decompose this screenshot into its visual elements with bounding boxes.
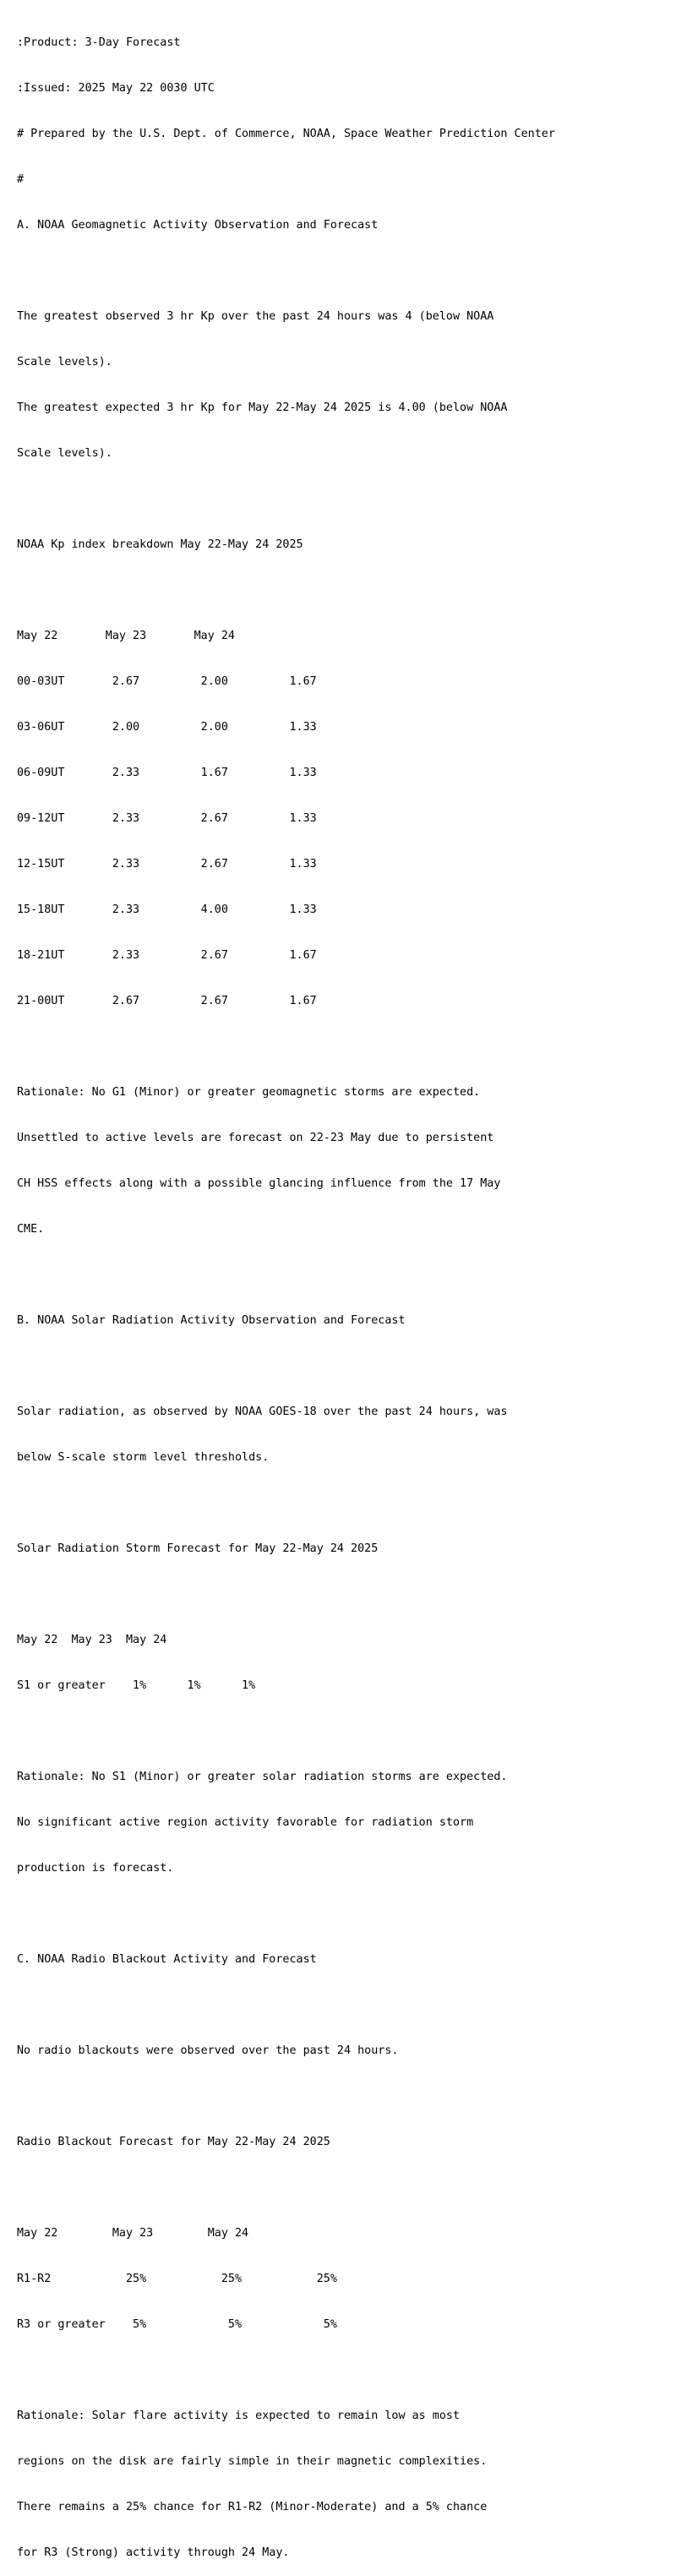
- radio-blackout-table-header: May 22 May 23 May 24: [17, 2227, 249, 2240]
- radio-blackout-table-row: R3 or greater 5% 5% 5%: [17, 2318, 337, 2331]
- geomagnetic-rationale-line: CH HSS effects along with a possible glancing influence from the 17 May: [17, 1177, 501, 1190]
- blank-line: [17, 1998, 555, 2013]
- solar-radiation-rationale-line: Rationale: No S1 (Minor) or greater solar radiation storms are expected.: [17, 1771, 508, 1783]
- kp-table-row: 21-00UT 2.67 2.67 1.67: [17, 995, 317, 1007]
- kp-table-row: 03-06UT 2.00 2.00 1.33: [17, 721, 317, 734]
- solar-radiation-observed-line: below S-scale storm level thresholds.: [17, 1451, 270, 1464]
- radio-blackout-rationale-line: Rationale: Solar flare activity is expected to remain low as most: [17, 2410, 461, 2422]
- blank-line: [17, 1907, 555, 1922]
- solar-radiation-table-row: S1 or greater 1% 1% 1%: [17, 1679, 256, 1692]
- solar-radiation-table-header: May 22 May 23 May 24: [17, 1634, 167, 1646]
- kp-observed-line: Scale levels).: [17, 356, 112, 368]
- prepared-line: # Prepared by the U.S. Dept. of Commerce, NOAA, Space Weather Prediction Center: [17, 128, 555, 140]
- product-line: :Product: 3-Day Forecast: [17, 36, 181, 49]
- kp-expected-line: The greatest expected 3 hr Kp for May 22-May 24 2025 is 4.00 (below NOAA: [17, 401, 508, 414]
- blank-line: [17, 492, 555, 507]
- radio-blackout-rationale-line: regions on the disk are fairly simple in their magnetic complexities.: [17, 2455, 488, 2468]
- kp-table-row: 15-18UT 2.33 4.00 1.33: [17, 903, 317, 916]
- kp-breakdown-title: NOAA Kp index breakdown May 22-May 24 2025: [17, 538, 303, 551]
- kp-table-row: 00-03UT 2.67 2.00 1.67: [17, 675, 317, 688]
- kp-observed-line: The greatest observed 3 hr Kp over the past 24 hours was 4 (below NOAA: [17, 310, 494, 323]
- blank-line: [17, 583, 555, 598]
- radio-blackout-rationale-line: There remains a 25% chance for R1-R2 (Minor-Moderate) and a 5% chance: [17, 2501, 488, 2513]
- blank-line: [17, 1587, 555, 1602]
- blank-line: [17, 1040, 555, 1055]
- kp-table-row: 06-09UT 2.33 1.67 1.33: [17, 767, 317, 779]
- geomagnetic-rationale-line: Rationale: No G1 (Minor) or greater geomagnetic storms are expected.: [17, 1086, 481, 1099]
- blank-line: [17, 1724, 555, 1739]
- radio-blackout-observed-line: No radio blackouts were observed over the past 24 hours.: [17, 2044, 399, 2057]
- radio-blackout-forecast-title: Radio Blackout Forecast for May 22-May 24 2025: [17, 2136, 330, 2148]
- section-c-title: C. NOAA Radio Blackout Activity and Forecast: [17, 1953, 317, 1966]
- radio-blackout-rationale-line: for R3 (Strong) activity through 24 May.: [17, 2546, 290, 2559]
- blank-line: [17, 264, 555, 279]
- solar-radiation-observed-line: Solar radiation, as observed by NOAA GOES-18 over the past 24 hours, was: [17, 1405, 508, 1418]
- kp-expected-line: Scale levels).: [17, 447, 112, 460]
- kp-table-header: May 22 May 23 May 24: [17, 630, 235, 642]
- blank-line: [17, 2363, 555, 2378]
- hash-line: #: [17, 173, 25, 186]
- solar-radiation-rationale-line: production is forecast.: [17, 1862, 174, 1875]
- solar-radiation-rationale-line: No significant active region activity favorable for radiation storm: [17, 1816, 474, 1829]
- blank-line: [17, 2180, 555, 2196]
- geomagnetic-rationale-line: Unsettled to active levels are forecast on 22-23 May due to persistent: [17, 1132, 494, 1144]
- blank-line: [17, 1359, 555, 1374]
- section-a-title: A. NOAA Geomagnetic Activity Observation and Forecast: [17, 219, 379, 232]
- blank-line: [17, 1268, 555, 1283]
- kp-table-row: 12-15UT 2.33 2.67 1.33: [17, 858, 317, 870]
- solar-radiation-forecast-title: Solar Radiation Storm Forecast for May 22-May 24 2025: [17, 1542, 379, 1555]
- radio-blackout-table-row: R1-R2 25% 25% 25%: [17, 2273, 337, 2285]
- section-b-title: B. NOAA Solar Radiation Activity Observation and Forecast: [17, 1314, 406, 1327]
- geomagnetic-rationale-line: CME.: [17, 1223, 45, 1236]
- kp-table-row: 18-21UT 2.33 2.67 1.67: [17, 949, 317, 962]
- issued-line: :Issued: 2025 May 22 0030 UTC: [17, 82, 215, 95]
- kp-table-row: 09-12UT 2.33 2.67 1.33: [17, 812, 317, 825]
- forecast-document: [17, 5, 555, 2576]
- blank-line: [17, 2089, 555, 2104]
- blank-line: [17, 1496, 555, 1511]
